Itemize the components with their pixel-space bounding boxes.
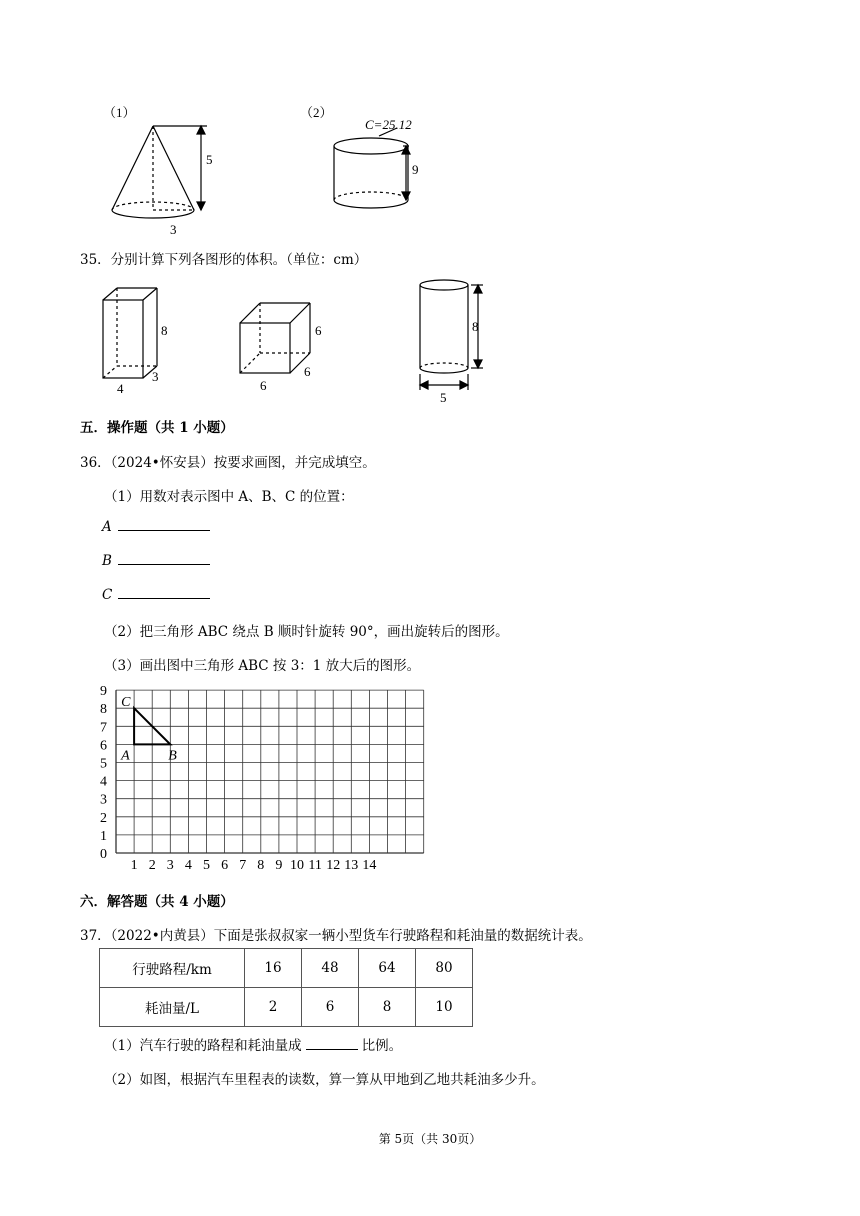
q36-part2: （2）把三角形 ABC 绕点 B 顺时针旋转 90°，画出旋转后的图形。 xyxy=(104,624,509,640)
answer-line-c xyxy=(102,586,210,603)
section6-title: 六．解答题（共 4 小题） xyxy=(80,894,234,910)
cone-cylinder-figures xyxy=(95,100,455,240)
coordinate-grid xyxy=(95,682,440,872)
cone-height: 5 xyxy=(206,152,213,167)
point-c-label: C xyxy=(121,695,131,711)
table-row xyxy=(100,949,473,988)
tall-cylinder-height: 8 xyxy=(472,319,479,334)
cuboid-width: 4 xyxy=(117,381,124,396)
cylinder-figure xyxy=(334,128,410,208)
data-table xyxy=(99,948,473,1027)
table-cell: 10 xyxy=(416,988,473,1027)
y-tick-label: 8 xyxy=(100,702,107,718)
table-cell: 64 xyxy=(359,949,416,988)
fig2-label: （2） xyxy=(300,105,333,120)
table-cell: 48 xyxy=(302,949,359,988)
q36-stem: 36．（2024•怀安县）按要求画图，并完成填空。 xyxy=(80,455,376,471)
cylinder-circumference: C=25.12 xyxy=(365,117,412,132)
q36-part1: （1）用数对表示图中 A、B、C 的位置： xyxy=(104,489,354,505)
q37-stem: 37．（2022•内黄县）下面是张叔叔家一辆小型货车行驶路程和耗油量的数据统计表。 xyxy=(80,928,592,944)
x-tick-label: 13 xyxy=(344,858,359,872)
x-tick-label: 12 xyxy=(326,858,341,872)
q36-part3: （3）画出图中三角形 ABC 按 3：1 放大后的图形。 xyxy=(104,658,421,674)
x-tick-label: 10 xyxy=(290,858,304,872)
x-tick-label: 2 xyxy=(148,858,156,872)
y-tick-label: 3 xyxy=(100,792,107,808)
table-cell: 16 xyxy=(245,949,302,988)
blank-c[interactable] xyxy=(118,586,210,599)
label-a: A xyxy=(102,519,112,535)
x-tick-label: 9 xyxy=(275,858,283,872)
y-tick-label: 2 xyxy=(100,810,107,826)
q37-part1-text: （1）汽车行驶的路程和耗油量成 xyxy=(104,1038,302,1054)
x-tick-label: 7 xyxy=(239,858,247,872)
x-tick-label: 11 xyxy=(308,858,322,872)
y-tick-label: 1 xyxy=(100,828,107,844)
x-tick-label: 5 xyxy=(203,858,210,872)
cylinder-height: 9 xyxy=(412,162,419,177)
x-tick-label: 4 xyxy=(184,858,192,872)
section5-title: 五．操作题（共 1 小题） xyxy=(80,420,234,436)
cube-height: 6 xyxy=(315,323,322,338)
q35-figures xyxy=(95,278,515,408)
cube-depth: 6 xyxy=(304,364,311,379)
cone-radius: 3 xyxy=(170,222,177,237)
label-c: C xyxy=(102,587,113,603)
table-cell: 2 xyxy=(245,988,302,1027)
q35-text: 35．分别计算下列各图形的体积。（单位：cm） xyxy=(80,252,368,268)
q37-part2: （2）如图，根据汽车里程表的读数，算一算从甲地到乙地共耗油多少升。 xyxy=(104,1072,545,1088)
cuboid-depth: 3 xyxy=(152,369,159,384)
page-footer: 第 5页（共 30页） xyxy=(378,1132,482,1146)
table-head-fuel: 耗油量/L xyxy=(100,988,245,1027)
fig1-label: （1） xyxy=(103,105,136,120)
answer-line-a xyxy=(102,518,210,535)
y-tick-label: 7 xyxy=(100,720,107,736)
tall-cylinder-figure xyxy=(420,280,483,390)
y-tick-label: 6 xyxy=(100,738,107,754)
y-tick-label: 4 xyxy=(100,774,107,790)
cuboid-height: 8 xyxy=(161,323,168,338)
answer-line-b xyxy=(102,552,210,569)
q37-part1-suffix: 比例。 xyxy=(361,1038,403,1054)
label-b: B xyxy=(102,553,112,569)
table-cell: 80 xyxy=(416,949,473,988)
y-tick-label: 5 xyxy=(100,756,107,772)
point-b-label: B xyxy=(168,748,177,764)
cone-figure xyxy=(112,126,207,218)
tall-cylinder-diameter: 5 xyxy=(440,390,447,405)
y-tick-label: 0 xyxy=(100,847,107,862)
cube-width: 6 xyxy=(260,378,267,393)
x-tick-label: 14 xyxy=(362,858,377,872)
x-tick-label: 6 xyxy=(221,858,229,872)
q37-part1 xyxy=(104,1034,402,1054)
y-tick-label: 9 xyxy=(100,684,107,700)
blank-b[interactable] xyxy=(118,552,210,565)
blank-a[interactable] xyxy=(118,518,210,531)
x-tick-label: 8 xyxy=(257,858,265,872)
point-a-label: A xyxy=(121,748,130,764)
cuboid-figure xyxy=(103,288,157,378)
cube-figure xyxy=(240,303,310,373)
x-tick-label: 1 xyxy=(130,858,138,872)
blank-proportion[interactable] xyxy=(306,1037,358,1050)
x-tick-label: 3 xyxy=(166,858,174,872)
table-cell: 8 xyxy=(359,988,416,1027)
table-head-distance: 行驶路程/km xyxy=(100,949,245,988)
table-cell: 6 xyxy=(302,988,359,1027)
table-row xyxy=(100,988,473,1027)
